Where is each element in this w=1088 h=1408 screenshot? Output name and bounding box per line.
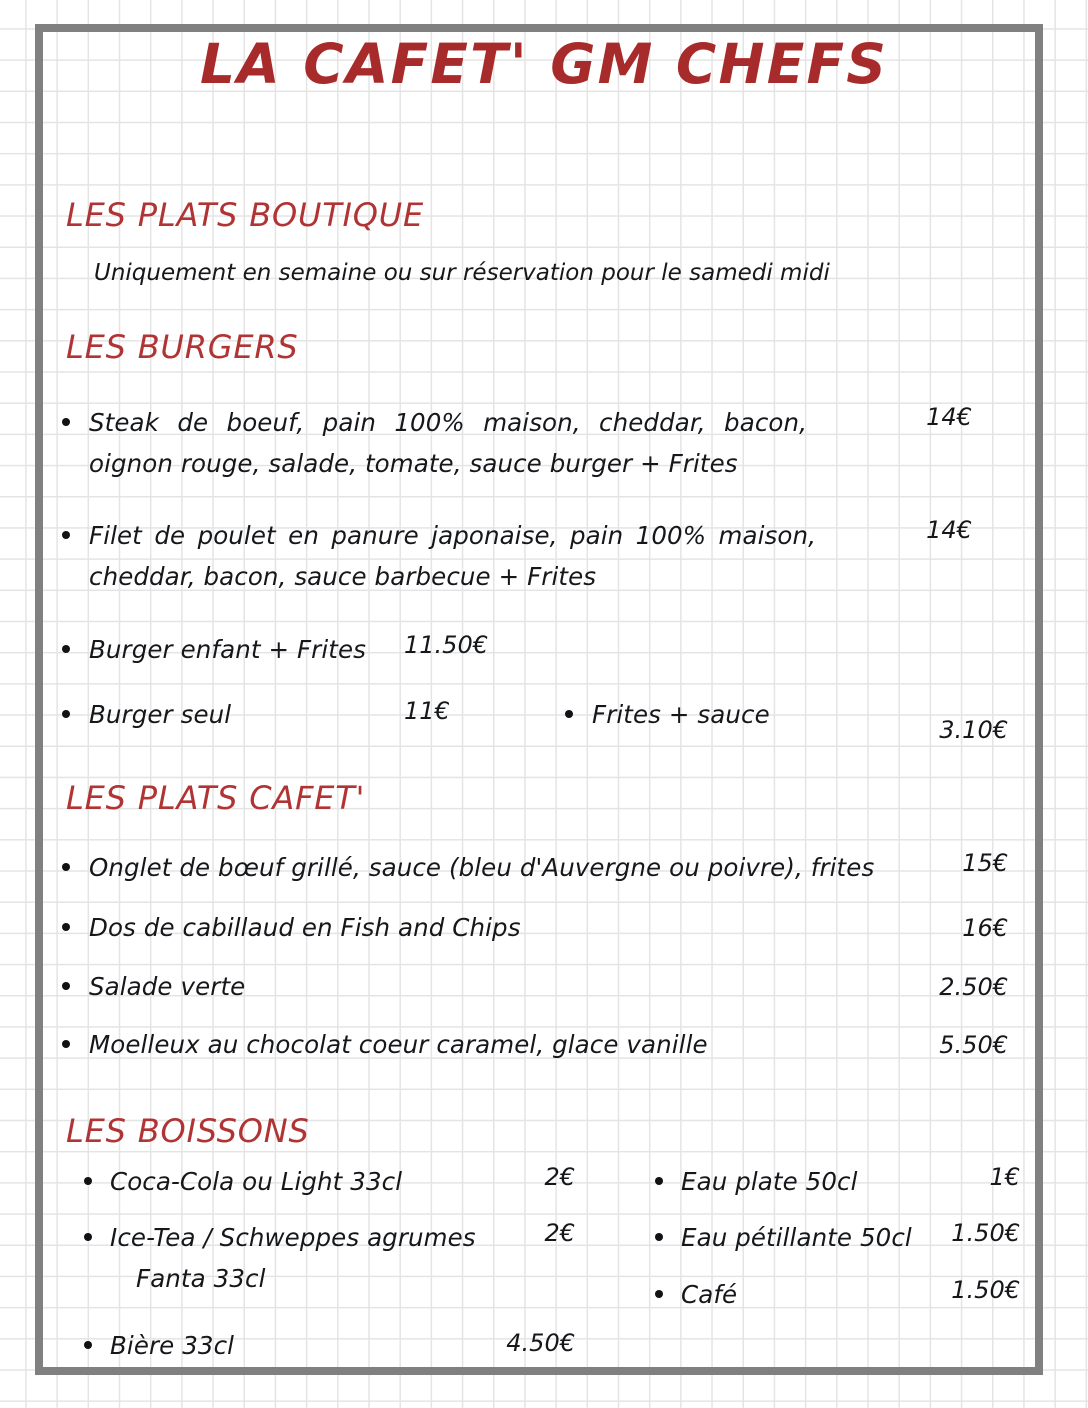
list-bullet-icon — [84, 1341, 92, 1349]
menu-item-name: Salade verte — [89, 972, 246, 1001]
list-bullet-icon — [655, 1233, 663, 1241]
list-bullet-icon — [62, 531, 70, 539]
menu-item-price: 11.50€ — [404, 631, 488, 659]
list-bullet-icon — [62, 863, 70, 871]
list-bullet-icon — [84, 1233, 92, 1241]
menu-item-price: 2.50€ — [939, 973, 1008, 1001]
menu-item-name: Eau plate 50cl — [681, 1167, 858, 1196]
menu-item-price: 3.10€ — [939, 716, 1008, 744]
plats-boutique-note: Uniquement en semaine ou sur réservation pour le samedi midi — [94, 260, 830, 286]
menu-item-price: 1.50€ — [951, 1219, 1020, 1247]
menu-item-name: Ice-Tea / Schweppes agrumes — [110, 1223, 476, 1252]
list-bullet-icon — [655, 1177, 663, 1185]
menu-item-name: Steak de boeuf, pain 100% maison, cheddar, bacon, oignon rouge, salade, tomate, sauce burger + Frites — [89, 408, 807, 478]
section-heading-plats-boutique: LES PLATS BOUTIQUE — [66, 196, 425, 234]
list-bullet-icon — [62, 923, 70, 931]
menu-item-name: Moelleux au chocolat coeur caramel, glace vanille — [89, 1030, 708, 1059]
menu-item-name: Eau pétillante 50cl — [681, 1223, 912, 1252]
menu-item-price: 14€ — [926, 403, 972, 431]
menu-item-price: 2€ — [544, 1163, 575, 1191]
menu-item-price: 16€ — [962, 914, 1008, 942]
list-bullet-icon — [62, 982, 70, 990]
list-bullet-icon — [62, 1040, 70, 1048]
page-title: LA CAFET' GM CHEFS — [199, 32, 889, 96]
menu-item-price: 2€ — [544, 1219, 575, 1247]
menu-item-name: Bière 33cl — [110, 1331, 235, 1360]
list-bullet-icon — [62, 710, 70, 718]
section-heading-burgers: LES BURGERS — [66, 328, 299, 366]
menu-item-name: Coca-Cola ou Light 33cl — [110, 1167, 403, 1196]
menu-item-price: 11€ — [404, 697, 450, 725]
menu-item-name: Dos de cabillaud en Fish and Chips — [89, 913, 521, 942]
menu-item-price: 1.50€ — [951, 1276, 1020, 1304]
menu-item-name: Burger seul — [89, 700, 232, 729]
menu-item-name: Filet de poulet en panure japonaise, pain 100% maison, cheddar, bacon, sauce barbecue + Frites — [89, 521, 816, 591]
menu-item-name: Frites + sauce — [592, 700, 770, 729]
list-bullet-icon — [655, 1290, 663, 1298]
menu-item-name: Café — [681, 1280, 738, 1309]
menu-item-name: Burger enfant + Frites — [89, 635, 366, 664]
menu-item-price: 1€ — [989, 1163, 1020, 1191]
menu-item-price: 4.50€ — [506, 1329, 575, 1357]
menu-item-name-line2: Fanta 33cl — [136, 1264, 266, 1293]
section-heading-boissons: LES BOISSONS — [66, 1112, 310, 1150]
menu-item-price: 5.50€ — [939, 1031, 1008, 1059]
list-bullet-icon — [62, 645, 70, 653]
section-heading-plats-cafet: LES PLATS CAFET' — [66, 779, 366, 817]
menu-item-name: Onglet de bœuf grillé, sauce (bleu d'Auvergne ou poivre), frites — [89, 853, 875, 882]
list-bullet-icon — [62, 418, 70, 426]
menu-item-price: 14€ — [926, 516, 972, 544]
list-bullet-icon — [84, 1177, 92, 1185]
list-bullet-icon — [565, 710, 573, 718]
menu-item-price: 15€ — [962, 849, 1008, 877]
